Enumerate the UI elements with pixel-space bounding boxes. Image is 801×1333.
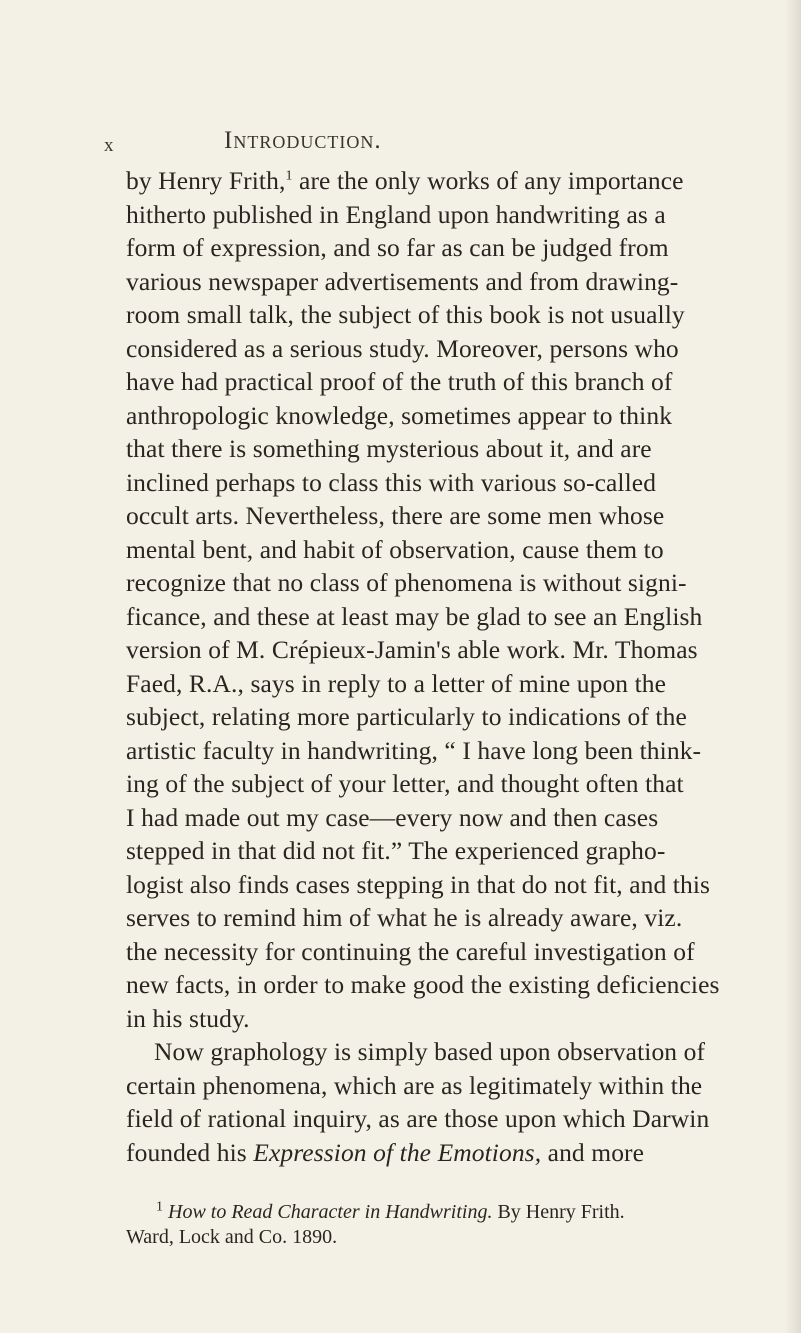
- text-line: subject, relating more particularly to indications of the: [126, 702, 687, 731]
- text-fragment: founded his: [126, 1137, 254, 1167]
- text-line: I had made out my case—every now and then cases: [126, 802, 659, 832]
- text-fragment: are the only works of any importance: [292, 166, 684, 195]
- text-line: various newspaper advertisements and from drawing-: [126, 266, 679, 296]
- text-line: field of rational inquiry, as are those upon which Darwin: [126, 1104, 710, 1133]
- text-fragment: by Henry Frith,: [126, 166, 286, 195]
- footnote-publisher: Ward, Lock and Co. 1890.: [126, 1226, 338, 1248]
- footnote-author: By Henry Frith.: [492, 1201, 625, 1223]
- text-line: have had practical proof of the truth of this branch of: [126, 367, 673, 396]
- paragraph-first-line: Now graphology is simply based upon observation of: [154, 1037, 706, 1066]
- text-line: in his study.: [126, 1003, 250, 1033]
- text-line: ing of the subject of your letter, and thought often that: [126, 769, 684, 798]
- text-line: certain phenomena, which are as legitimately within the: [126, 1070, 703, 1100]
- text-line: room small talk, the subject of this book is not usually: [126, 300, 685, 329]
- text-line: logist also finds cases stepping in that do not fit, and this: [126, 869, 711, 899]
- footnote-reference: 1: [285, 168, 293, 184]
- text-line: recognize that no class of phenomena is without signi-: [126, 568, 687, 597]
- text-line: [126, 1136, 726, 1170]
- text-line: inclined perhaps to class this with various so-called: [126, 467, 657, 497]
- text-line: mental bent, and habit of observation, cause them to: [126, 534, 664, 564]
- text-line: occult arts. Nevertheless, there are some men whose: [126, 501, 665, 530]
- text-line: new facts, in order to make good the existing deficiencies: [126, 970, 720, 999]
- text-line: serves to remind him of what he is already aware, viz.: [126, 903, 683, 932]
- text-line: anthropologic knowledge, sometimes appear to think: [126, 400, 673, 430]
- footnote: [126, 1200, 736, 1250]
- text-line: that there is something mysterious about it, and are: [126, 434, 652, 463]
- page-number: x: [104, 135, 115, 156]
- text-line: hitherto published in England upon handwriting as a: [126, 199, 666, 229]
- text-fragment: and more: [541, 1137, 645, 1167]
- text-line: stepped in that did not fit.” The experienced grapho-: [126, 836, 666, 865]
- footnote-marker: 1: [156, 1199, 163, 1215]
- chapter-title: Introduction.: [224, 127, 382, 154]
- page-edge-shadow: [785, 0, 801, 1333]
- text-line: the necessity for continuing the careful investigation of: [126, 936, 695, 966]
- text-line: Faed, R.A., says in reply to a letter of mine upon the: [126, 668, 667, 698]
- text-line: ficance, and these at least may be glad to see an English: [126, 601, 703, 631]
- text-line: [126, 164, 726, 198]
- text-line: considered as a serious study. Moreover, persons who: [126, 333, 679, 363]
- body-text: [126, 164, 726, 1169]
- text-line: artistic faculty in handwriting, “ I have long been think-: [126, 735, 702, 765]
- text-line: version of M. Crépieux-Jamin's able work. Mr. Thomas: [126, 635, 698, 664]
- book-title-italic: Expression of the Emotions,: [253, 1137, 542, 1167]
- text-line: form of expression, and so far as can be judged from: [126, 233, 669, 262]
- footnote-book-title: How to Read Character in Handwriting.: [168, 1201, 493, 1223]
- footnote-line: [126, 1200, 736, 1225]
- running-head: [100, 127, 700, 167]
